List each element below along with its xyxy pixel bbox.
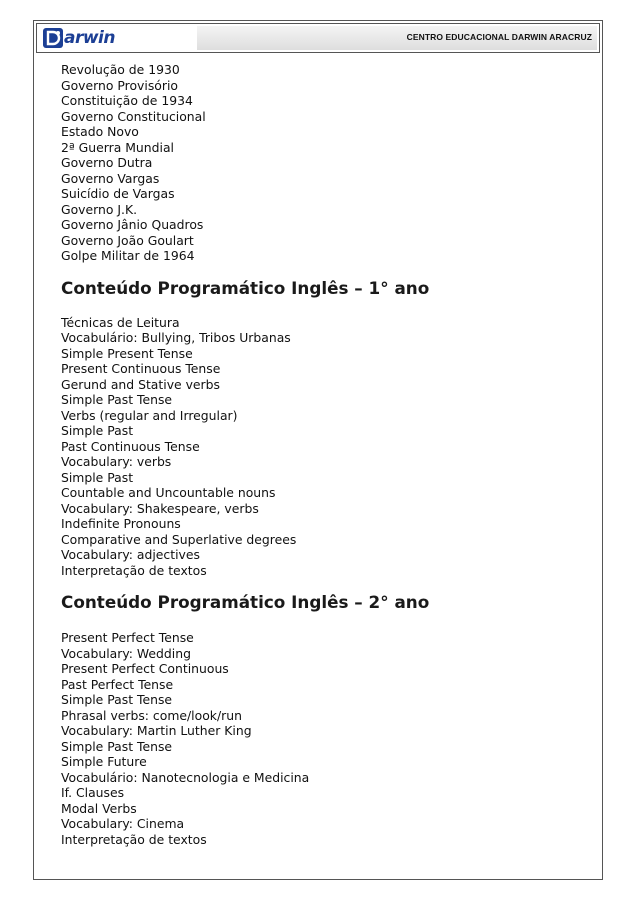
list-item: Vocabulary: adjectives: [61, 547, 200, 562]
list-item: Past Continuous Tense: [61, 438, 200, 454]
list-item: Simple Past Tense: [61, 392, 173, 407]
list-item: Past Perfect Tense: [61, 676, 174, 692]
list-item: Simple Past Tense: [61, 738, 173, 754]
document-body: [61, 60, 581, 847]
school-name: CENTRO EDUCACIONAL DARWIN ARACRUZ: [406, 32, 592, 42]
list-item: Constituição de 1934: [61, 93, 193, 108]
english-1-topic-list: [61, 315, 581, 579]
list-item: Governo J.K.: [61, 201, 138, 217]
logo-wordmark: arwin: [64, 28, 115, 48]
english-2-topic-list: [61, 630, 581, 847]
list-item: Simple Past Tense: [61, 692, 173, 707]
list-item: Present Continuous Tense: [61, 361, 221, 376]
history-topic-list: [61, 62, 581, 264]
list-item: Estado Novo: [61, 124, 139, 139]
list-item: Governo Dutra: [61, 155, 153, 170]
list-item: Indefinite Pronouns: [61, 516, 181, 531]
list-item: Countable and Uncountable nouns: [61, 485, 276, 500]
list-item: Vocabulary: verbs: [61, 454, 172, 469]
section-title-english-1: Conteúdo Programático Inglês – 1° ano: [61, 277, 430, 298]
list-item: Simple Present Tense: [61, 345, 193, 361]
list-item: Present Perfect Tense: [61, 630, 194, 645]
list-item: Governo Jânio Quadros: [61, 217, 204, 232]
list-item: If. Clauses: [61, 785, 125, 800]
section-title-english-2: Conteúdo Programático Inglês – 2° ano: [61, 592, 430, 612]
list-item: Simple Past: [61, 469, 134, 485]
list-item: Vocabulário: Nanotecnologia e Medicina: [61, 769, 310, 785]
list-item: Vocabulário: Bullying, Tribos Urbanas: [61, 330, 291, 345]
list-item: Técnicas de Leitura: [61, 314, 180, 330]
logo-d-icon: [43, 28, 63, 48]
list-item: Present Perfect Continuous: [61, 661, 229, 676]
list-item: Interpretação de textos: [61, 562, 207, 578]
list-item: Vocabulary: Martin Luther King: [61, 723, 252, 738]
page-header: [36, 23, 600, 53]
list-item: Vocabulary: Shakespeare, verbs: [61, 500, 259, 516]
list-item: Suicídio de Vargas: [61, 186, 175, 201]
list-item: Governo João Goulart: [61, 232, 194, 248]
darwin-logo: [43, 27, 115, 49]
list-item: Revolução de 1930: [61, 62, 180, 77]
list-item: Interpretação de textos: [61, 831, 207, 847]
list-item: Governo Constitucional: [61, 108, 206, 124]
list-item: Comparative and Superlative degrees: [61, 531, 297, 547]
list-item: 2ª Guerra Mundial: [61, 139, 174, 155]
list-item: Verbs (regular and Irregular): [61, 407, 238, 423]
list-item: Vocabulary: Cinema: [61, 816, 185, 831]
list-item: Governo Vargas: [61, 170, 160, 186]
list-item: Golpe Militar de 1964: [61, 248, 195, 263]
list-item: Vocabulary: Wedding: [61, 645, 191, 661]
list-item: Simple Past: [61, 423, 134, 438]
list-item: Simple Future: [61, 754, 147, 769]
list-item: Gerund and Stative verbs: [61, 376, 220, 392]
list-item: Modal Verbs: [61, 800, 137, 816]
list-item: Phrasal verbs: come/look/run: [61, 707, 242, 723]
list-item: Governo Provisório: [61, 77, 178, 93]
